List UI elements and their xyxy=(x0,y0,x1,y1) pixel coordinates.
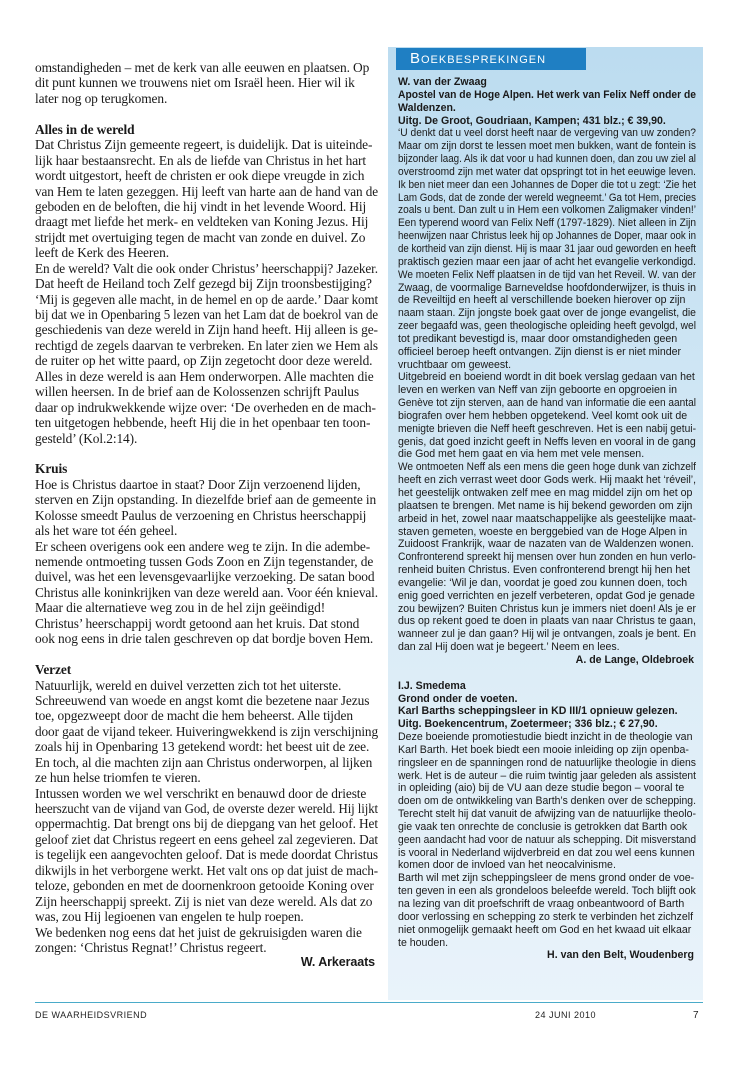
review-text-line: de kortheid van zijn dienst. Hij is maar 31 jaar oud geworden en heeft xyxy=(398,242,696,255)
review-text-line: Uitgebreid en boeiend wordt in dit boek verslag gedaan van het xyxy=(398,371,695,384)
text-line: strijdt met overtuiging tegen de macht van zonde en duivel. Zo xyxy=(35,229,366,245)
review-text-line: Genève tot zijn sterven, aan de hand van informatie die een aantal xyxy=(398,397,697,410)
text-line: gesteld’ (Kol.2:14). xyxy=(35,430,138,446)
review-text-line: te houden. xyxy=(398,936,449,949)
text-line: daar op indrukwekkende wijze over: ‘De overheden en de mach- xyxy=(35,399,376,415)
text-line: omstandigheden – met de kerk van alle eeuwen en plaatsen. Op xyxy=(35,60,370,75)
text-line: draagt met liefde het merk- en veldteken van Koning Jezus. Hij xyxy=(35,214,369,230)
text-line: We bedenken nog eens dat het juist de gekruisigden waren die xyxy=(35,924,362,940)
text-line: geboden en de beloften, die hij vindt in het levende Woord. Hij xyxy=(35,198,367,214)
review-text-line: na lezing van dit proefschrift de vraag onbeantwoord of Barth xyxy=(398,898,685,910)
review-text-line: Ik ben niet meer dan een Johannes de Doper die tot u zegt: ‘Zie het xyxy=(398,178,696,191)
review-text-line: Maar om zijn dorst te lessen moet men bukken, want de fontein is xyxy=(398,140,696,153)
review-text-line: officieel beroep heeft ontvangen. Zijn dienst is er niet minder xyxy=(398,345,682,358)
review-text-line: Terecht stelt hij dat vanuit de afwijzing van de natuurlijke theolo- xyxy=(398,808,696,821)
review-book-info: Uitg. De Groot, Goudriaan, Kampen; 431 blz.; € 39,90. xyxy=(398,114,666,127)
review-text-line: tot predikant bevestigd is, maar door omstandigheden geen xyxy=(398,332,678,345)
text-line: zoals hij in Openbaring 13 getekend wordt: het beest uit de zee. xyxy=(35,739,370,755)
review-text-line: naam staan. Zijn jongste boek gaat over de jonge evangelist, die xyxy=(398,307,696,320)
review-text-line: dus op rekent goed te doen in plaats van naar Christus te gaan, xyxy=(398,615,696,628)
text-line: Schreeuwend van woede en angst komt die bezetene naar Jezus xyxy=(35,692,370,708)
spacer xyxy=(35,647,375,662)
review-text-line: Een typerend woord van Felix Neff (1797-1829). Niet alleen in Zijn xyxy=(398,217,697,230)
text-line: leeft de Kerk des Heeren. xyxy=(35,245,169,261)
book-reviews-header: Boekbesprekingen xyxy=(396,48,586,70)
review-book-info: Apostel van de Hoge Alpen. Het werk van Felix Neff onder de xyxy=(398,88,697,101)
text-line: En de wereld? Valt die ook onder Christus’ heerschappij? Jazeker. xyxy=(35,260,378,276)
review-text-line: We moeten Felix Neff plaatsen in de tijd van het Reveil. W. van der xyxy=(398,268,697,281)
text-line: duivel, was het een levensgevaarlijke verzoeking. De satan bood xyxy=(35,569,375,585)
section-heading: Alles in de wereld xyxy=(35,121,135,137)
author-signature: W. Arkeraats xyxy=(300,955,375,970)
review-text-line: We ontmoeten Neff als een mens die geen hoge dunk van zichzelf xyxy=(398,461,696,474)
review-text-line: praktisch gezien maar een jaar of acht het evangelie verkondigd. xyxy=(398,255,696,268)
review-text-line: wanneer zul je dan gaan? Hij wil je ontvangen, zoals je bent. En xyxy=(398,628,696,641)
spacer xyxy=(35,106,375,121)
review-text-line: is vooral in Nederland wijdverbreid en dat zou wel eens kunnen xyxy=(398,846,695,859)
review-text-line: door verlossing en schepping zo sterk te verbinden het zichzelf xyxy=(398,910,694,923)
book-reviews-content xyxy=(398,76,698,962)
section-heading: Verzet xyxy=(35,662,72,678)
text-line: heerszucht van de vijand van God, de overste dezer wereld. Hij lijkt xyxy=(35,801,379,816)
text-line: oppermachtig. Dat brengt ons bij de diepgang van het geloof. Het xyxy=(35,816,378,832)
review-text-line: heenwijzen naar Christus leek hij op Johannes de Doper, maar ook in xyxy=(398,230,697,243)
text-line: Er scheen overigens ook een andere weg te zijn. In die adembe- xyxy=(35,538,371,554)
review-text-line: komen door de invloed van het neocalvinisme. xyxy=(398,859,616,872)
review-book-info: Karl Barths scheppingsleer in KD III/1 opnieuw gelezen. xyxy=(398,705,678,718)
spacer xyxy=(35,446,375,461)
text-line: En toch, al die machten zijn aan Christus onderworpen, al lijken xyxy=(35,754,373,770)
section-heading: Kruis xyxy=(35,461,68,477)
text-line: toe, opgezweept door de macht die hem beheerst. Alle tijden xyxy=(35,708,353,724)
text-line: later nog op terugkomen. xyxy=(35,90,168,106)
text-line: wordt uitgestort, heeft de christen er ook diepe vreugde in zich xyxy=(35,168,365,184)
review-text-line: werk. Het is de auteur – die ruim twintig jaar geleden als assistent xyxy=(398,769,696,782)
review-text-line: Barth wil met zijn scheppingsleer de mens grond onder de voe- xyxy=(398,872,695,885)
review-text-line: ten geven in een als grondeloos beleefde wereld. Toch blijft ook xyxy=(398,885,696,898)
text-line: willen heersen. In de brief aan de Kolossenzen schrijft Paulus xyxy=(35,384,359,400)
text-line: dit punt kunnen we trouwens niet om Israël heen. Hier wil ik xyxy=(35,75,355,91)
review-text-line: Zuidoost Frankrijk, waar de nazaten van de Waldenzen wonen. xyxy=(398,538,694,551)
review-text-line: het geestelijk ontwaken zelf mee en mag middel zijn om het op xyxy=(398,487,693,499)
text-line: Zijn heerschappij spreekt. Zij is niet van deze wereld. Als dat zo xyxy=(35,893,373,909)
footer-publication: DE WAARHEIDSVRIEND xyxy=(35,1010,148,1020)
footer-page-number: 7 xyxy=(693,1010,700,1021)
text-line: sterven en Zijn opstanding. In diezelfde brief aan de gemeente in xyxy=(35,492,377,508)
review-text-line: in opleiding (aio) bij de VU aan deze studie begon – vooral te xyxy=(398,782,685,795)
review-book-info: Uitg. Boekencentrum, Zoetermeer; 336 blz.; € 27,90. xyxy=(398,718,658,731)
text-line: Natuurlijk, wereld en duivel verzetten zich tot het uiterste. xyxy=(35,677,342,693)
review-book-info: Grond onder de voeten. xyxy=(398,692,518,705)
review-text-line: bijzonder laag. Als ik dat voor u had kunnen doen, dan zou uw ziel al xyxy=(398,153,696,166)
text-line: teloze, gebonden en met de doornenkroon getooide Koning over xyxy=(35,878,374,894)
text-line: Maar die alternatieve weg zou in de hel zijn geëindigd! xyxy=(35,600,326,616)
review-text-line: geen aandacht had voor de natuur als schepping. Dit misverstand xyxy=(398,833,697,846)
review-text-line: Zwaag, de voormalige Barneveldse hoofdonderwijzer, is thuis in xyxy=(398,281,696,294)
reviewer-signature: H. van den Belt, Woudenberg xyxy=(547,949,694,962)
text-line: door gaat de vijand tekeer. Huiveringwekkend is zijn verschijning xyxy=(35,723,378,739)
reviewer-signature: A. de Lange, Oldebroek xyxy=(575,653,694,666)
text-line: geschiedenis van deze wereld in Zijn hand heeft. Hij alleen is ge- xyxy=(35,322,378,338)
text-line: nemende ontmoeting tussen Gods Zoon en Zijn tegenstander, de xyxy=(35,554,374,569)
text-line: ‘Mij is gegeven alle macht, in de hemel en op de aarde.’ Daar komt xyxy=(35,291,378,307)
text-line: is tegelijk een aangevochten geloof. Dat is mede doordat Christus xyxy=(35,847,379,863)
footer-divider xyxy=(35,1002,703,1003)
spacer xyxy=(398,667,698,680)
review-text-line: zou bewijzen? Buiten Christus kun je immers niet doen! Als je er xyxy=(398,602,696,615)
text-line: van Hem te laten gezeggen. Hij leeft van harte aan de hand van de xyxy=(35,183,379,199)
book-reviews-panel xyxy=(388,47,703,1000)
review-text-line: Deze boeiende promotiestudie biedt inzicht in de theologie van xyxy=(398,731,693,744)
review-text-line: enig goed verrichten en jezelf verbeteren, opdat God je genade xyxy=(398,589,695,602)
text-line: ze hun helse triomfen te vieren. xyxy=(35,770,201,786)
text-line: Intussen worden we wel verschrikt en benauwd door de drieste xyxy=(35,785,367,801)
review-text-line: Karl Barth. Het boek biedt een mooie inleiding op zijn openba- xyxy=(398,743,689,756)
review-text-line: plaatsen te brengen. Met name is hij bekend geworden om zijn xyxy=(398,499,693,512)
text-line: Christus alle koninkrijken van deze wereld aan. Voor één knieval. xyxy=(35,584,379,600)
review-text-line: dan zal Hij doen wat je begeert.’ Neem en lees. xyxy=(398,641,620,654)
review-text-line: overstroomd zijn met water dat opspringt tot in het eeuwige leven. xyxy=(398,165,697,178)
review-text-line: zoals u bent. Dan zult u in Hem een volkomen Zaligmaker vinden!’ xyxy=(398,204,696,217)
review-book-info: Waldenzen. xyxy=(398,101,456,114)
text-line: rechtigd de zegels daarvan te verbreken. En later zien we Hem als xyxy=(35,337,378,353)
review-text-line: vruchtbaar om geweest. xyxy=(398,358,512,371)
review-text-line: ‘U denkt dat u veel dorst heeft naar de vergeving van uw zonden? xyxy=(398,127,696,140)
review-text-line: staven gemeten, woeste en berggebied van de Hoge Alpen in xyxy=(398,525,688,538)
text-line: Hoe is Christus daartoe in staat? Door Zijn verzoenend lijden, xyxy=(35,476,361,492)
text-line: dikwijls in het verborgene werkt. Het valt ons op dat juist de mach- xyxy=(35,862,379,878)
review-text-line: doen om de ontwikkeling van Barth’s denken over de schepping. xyxy=(398,795,697,808)
review-text-line: menigte brieven die Neff heeft geschreven. Het is een nabij getui- xyxy=(398,422,697,435)
review-text-line: Confronterend spreekt hij mensen over hun zonden en hun verlo- xyxy=(398,551,696,564)
text-line: zongen: ‘Christus Regnat!’ Christus regeert. xyxy=(35,939,267,955)
text-line: geloof ziet dat Christus regeert en eens geheel zal zegevieren. Dat xyxy=(35,831,378,847)
review-text-line: Lam Gods, dat de zonde der wereld wegneemt.’ Ga tot Hem, precies xyxy=(398,191,696,204)
text-line: de ruiter op het witte paard, op Zijn zegetocht door deze wereld. xyxy=(35,353,373,369)
text-line: Kolosse smeedt Paulus de verzoening en Christus heerschappij xyxy=(35,507,367,523)
text-line: ten uitgetogen hebbende, heeft Hij die in het openbaar ten toon- xyxy=(35,415,371,431)
text-line: Christus’ heerschappij wordt getoond aan het kruis. Dat stond xyxy=(35,615,360,631)
review-text-line: renheid buiten Christus. Even confronterend brengt hij hen het xyxy=(398,564,691,577)
review-text-line: evangelie: ‘Wil je dan, voordat je goed zou kunnen doen, toch xyxy=(398,576,688,589)
review-text-line: niet onmogelijk gemaakt heeft om God en het kwaad uit elkaar xyxy=(398,923,692,936)
review-author: I.J. Smedema xyxy=(398,679,466,692)
text-line: bij dat we in Openbaring 5 lezen van het Lam dat de boekrol van de xyxy=(35,307,378,322)
review-text-line: arbeid in het, zowel naar maatschappelijke als geestelijke maat- xyxy=(398,512,696,525)
review-text-line: zeer begaafd was, geen theologische opleiding heeft gevolgd, wel xyxy=(398,320,696,333)
review-author: W. van der Zwaag xyxy=(398,76,487,88)
review-text-line: de Reveiltijd en heeft al verschillende boeken hierover op zijn xyxy=(398,294,686,307)
text-line: was, zou Hij legioenen van engelen te hulp roepen. xyxy=(35,909,304,925)
review-text-line: ringsleer en de spanningen rond de natuurlijke theologie in diens xyxy=(398,756,696,769)
text-line: lijk haar bestaansrecht. En als de liefde van Christus in het hart xyxy=(35,152,367,168)
text-line: als het ware tot één geheel. xyxy=(35,523,178,539)
text-line: ook nog eens in drie talen geschreven op dat bordje boven Hem. xyxy=(35,631,374,647)
review-text-line: heeft en zich verrast weet door Gods werk. Hij maakt het ‘réveil’, xyxy=(398,474,696,487)
review-text-line: gie vaak ten onrechte de conclusie is getrokken dat Barth ook xyxy=(398,820,688,833)
text-line: Alles in deze wereld is aan Hem onderworpen. Alle machten die xyxy=(35,368,374,384)
review-text-line: biografen over hem hebben opgetekend. Veel komt ook uit de xyxy=(398,409,688,422)
review-text-line: die God met hem gaat en via hem met vele mensen. xyxy=(398,448,645,461)
review-text-line: genis, dat goed inzicht geeft in Neffs leven en vooral in de gang xyxy=(398,435,696,448)
article-column xyxy=(35,60,379,971)
review-text-line: leven en werken van Neff van zijn geboorte en opgroeien in xyxy=(398,384,677,397)
footer-date: 24 JUNI 2010 xyxy=(535,1010,597,1020)
text-line: Dat Christus Zijn gemeente regeert, is duidelijk. Dat is uiteinde- xyxy=(35,137,373,153)
text-line: Dat heeft de Heiland toch Zelf gezegd bij Zijn troonsbestijging? xyxy=(35,276,372,292)
